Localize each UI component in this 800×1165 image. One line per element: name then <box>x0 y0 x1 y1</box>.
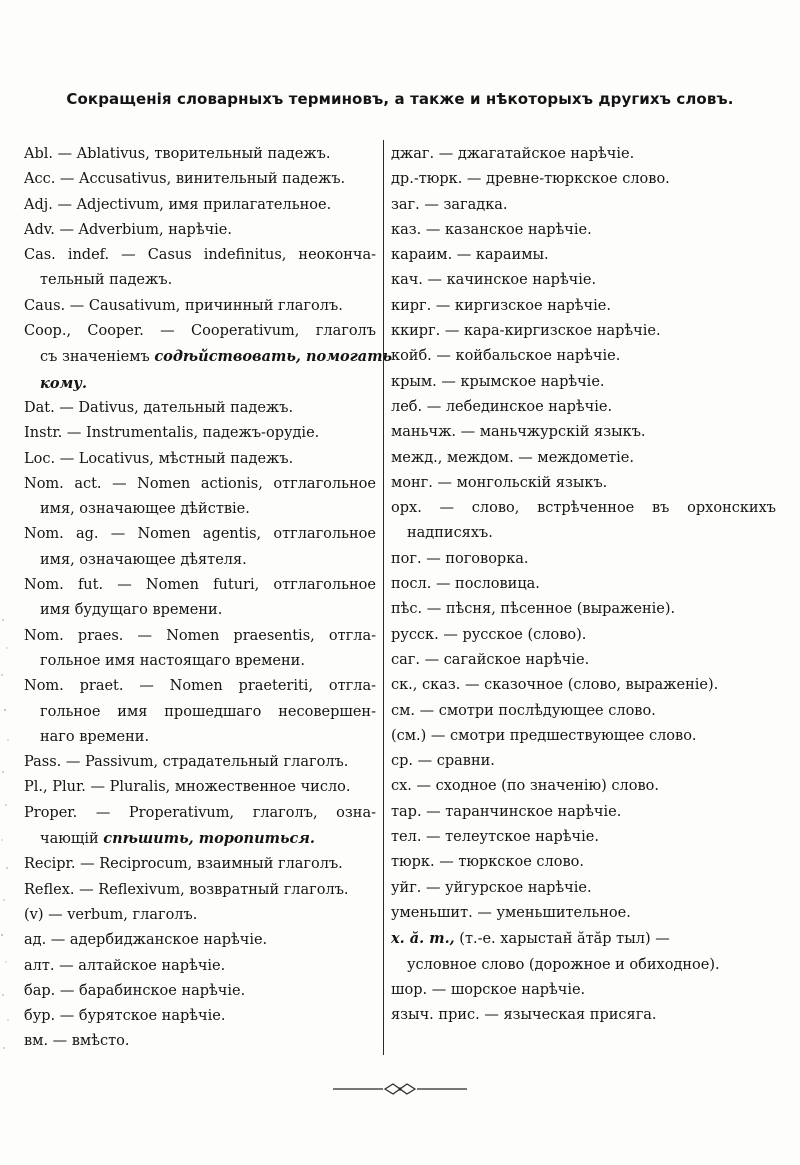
entry-line: Nom. ag. — Nomen agentis, отглагольное <box>24 526 376 543</box>
entry-alt <box>24 954 376 979</box>
ornament-divider <box>325 1081 475 1097</box>
entry-line: тельный падежъ. <box>40 272 173 289</box>
entry-line: см. — смотри послѣдующее слово. <box>391 702 656 719</box>
entry-line: надписяхъ. <box>407 525 493 542</box>
entry-line: уйг. — уйгурское нарѣчіе. <box>391 879 592 896</box>
entry-line: тюрк. — тюркское слово. <box>391 854 584 871</box>
entry-nom-fut <box>24 573 376 624</box>
entry-manchzh <box>391 420 776 445</box>
entry-text: (т.-е. харыстан̆ ӑтӑр тыл) — <box>454 931 670 948</box>
entry-vm <box>24 1029 376 1054</box>
entry-abl <box>24 142 376 167</box>
entry-line: Coop., Cooper. — Cooperativum, глаголъ <box>24 323 376 340</box>
entry-mezhd <box>391 446 776 471</box>
entry-shor <box>391 978 776 1003</box>
entry-line: вм. — вмѣсто. <box>24 1033 130 1050</box>
entry-reflex <box>24 878 376 903</box>
entry-krym <box>391 370 776 395</box>
entry-plur <box>24 775 376 800</box>
entry-kirg <box>391 294 776 319</box>
entry-line: ср. — сравни. <box>391 753 495 770</box>
entry-line: саг. — сагайское нарѣчіе. <box>391 651 590 668</box>
entry-nom-praet <box>24 674 376 750</box>
entry-koib <box>391 344 776 369</box>
entry-adv <box>24 218 376 243</box>
entry-line: русск. — русское (слово). <box>391 626 587 643</box>
entry-line: межд., междом. — междометіе. <box>391 449 634 466</box>
entry-pes <box>391 597 776 622</box>
entry-russk <box>391 623 776 648</box>
entry-line: караим. — караимы. <box>391 247 549 264</box>
entry-line: посл. — пословица. <box>391 576 540 593</box>
entry-acc <box>24 167 376 192</box>
entry-line: Reflex. — Reflexivum, возвратный глаголъ. <box>24 881 349 898</box>
entry-instr <box>24 421 376 446</box>
entry-line: (v) — verbum, глаголъ. <box>24 906 198 923</box>
entry-line: наго времени. <box>40 728 150 745</box>
entry-tel <box>391 825 776 850</box>
entry-dr-tyurk <box>391 167 776 192</box>
entry-line: ад. — адербиджанское нарѣчіе. <box>24 932 268 949</box>
entry-karaim <box>391 243 776 268</box>
column-divider <box>383 140 384 1055</box>
entry-line: джаг. — джагатайское нарѣчіе. <box>391 146 635 162</box>
entry-sm-prev <box>391 724 776 749</box>
entry-italic-text: спѣшить, торопиться. <box>103 830 315 848</box>
right-column <box>391 142 776 1028</box>
entry-line: крым. — крымское нарѣчіе. <box>391 373 605 390</box>
entry-line <box>24 344 393 370</box>
entry-line: имя, означающее дѣйствіе. <box>40 501 250 518</box>
entry-recipr <box>24 852 376 877</box>
entry-line: каз. — казанское нарѣчіе. <box>391 221 592 238</box>
entry-posl <box>391 572 776 597</box>
entry-sm <box>391 699 776 724</box>
entry-line: пог. — поговорка. <box>391 550 529 567</box>
entry-line: др.-тюрк. — древне-тюркское слово. <box>391 171 670 188</box>
entry-line: Recipr. — Reciprocum, взаимный глаголъ. <box>24 856 343 873</box>
entry-line: Pl., Plur. — Pluralis, множественное число. <box>24 779 351 796</box>
entry-kh-a-t <box>391 926 776 978</box>
entry-leb <box>391 395 776 420</box>
entry-line: языч. прис. — языческая присяга. <box>391 1007 657 1024</box>
left-column <box>24 142 393 1055</box>
entry-tyurk <box>391 850 776 875</box>
entry-line: (см.) — смотри предшествующее слово. <box>391 727 697 744</box>
entry-dzhag <box>391 142 776 167</box>
entry-skh <box>391 774 776 799</box>
entry-line: условное слово (дорожное и обиходное). <box>407 956 720 973</box>
entry-line: Dat. — Dativus, дательный падежъ. <box>24 399 294 416</box>
entry-line: Acc. — Accusativus, винительный падежъ. <box>24 171 346 188</box>
entry-line: гольное имя настоящаго времени. <box>40 652 305 669</box>
entry-line: кому. <box>40 374 87 392</box>
entry-cas-indef <box>24 243 376 294</box>
entry-line: Cas. indef. — Casus indefinitus, неоконча- <box>24 247 376 264</box>
entry-line: Nom. praet. — Nomen praeteriti, отгла- <box>24 678 376 695</box>
entry-line: Proper. — Properativum, глаголъ, озна- <box>24 804 376 821</box>
entry-line <box>391 926 776 952</box>
entry-line: Nom. praes. — Nomen praesentis, отгла- <box>24 627 376 644</box>
entry-bar <box>24 979 376 1004</box>
entry-line: шор. — шорское нарѣчіе. <box>391 981 586 998</box>
entry-line: пѣс. — пѣсня, пѣсенное (выраженіе). <box>391 601 676 618</box>
entry-italic-text: х. ӑ. т., <box>391 930 455 948</box>
entry-uig <box>391 876 776 901</box>
entry-line: бур. — бурятское нарѣчіе. <box>24 1008 226 1025</box>
entry-line: тел. — телеутское нарѣчіе. <box>391 829 599 846</box>
entry-text: съ значеніемъ <box>40 349 155 366</box>
entry-caus <box>24 294 376 319</box>
entry-line: Loc. — Locativus, мѣстный падежъ. <box>24 450 294 467</box>
entry-text: чающій <box>40 831 104 848</box>
entry-line: койб. — койбальское нарѣчіе. <box>391 348 621 365</box>
entry-line: кирг. — киргизское нарѣчіе. <box>391 297 611 314</box>
entry-nom-praes <box>24 624 376 675</box>
entry-italic-text: содѣйствовать, помогать <box>154 348 393 366</box>
entry-yazych <box>391 1003 776 1028</box>
entry-line: Pass. — Passivum, страдательный глаголъ. <box>24 754 349 771</box>
entry-line <box>24 826 376 852</box>
entry-line: гольное имя прошедшаго несовершен- <box>40 703 376 720</box>
entry-pass <box>24 750 376 775</box>
page-title: Сокращенія словарныхъ терминовъ, а также и нѣкоторыхъ другихъ словъ. <box>66 90 734 108</box>
entry-sag <box>391 648 776 673</box>
entry-line: Nom. act. — Nomen actionis, отглагольное <box>24 475 376 492</box>
entry-line: Caus. — Causativum, причинный глаголъ. <box>24 297 343 314</box>
entry-nom-ag <box>24 522 376 573</box>
entry-line: бар. — барабинское нарѣчіе. <box>24 982 246 999</box>
entry-line: леб. — лебединское нарѣчіе. <box>391 398 613 415</box>
entry-skaz <box>391 673 776 698</box>
entry-orkh <box>391 496 776 547</box>
entry-line: орх. — слово, встрѣченное въ орхонскихъ <box>391 500 776 517</box>
entry-line: кач. — качинское нарѣчіе. <box>391 272 597 289</box>
entry-sr <box>391 749 776 774</box>
entry-nom-act <box>24 472 376 523</box>
entry-proper <box>24 801 376 853</box>
entry-line: уменьшит. — уменьшительное. <box>391 904 631 921</box>
entry-adj <box>24 193 376 218</box>
entry-coop <box>24 319 393 396</box>
entry-kach <box>391 268 776 293</box>
entry-line: сх. — сходное (по значенію) слово. <box>391 778 659 795</box>
entry-line: Nom. fut. — Nomen futuri, отглагольное <box>24 577 376 594</box>
entry-line: алт. — алтайское нарѣчіе. <box>24 957 226 974</box>
entry-verbum <box>24 903 376 928</box>
scan-edge-noise <box>0 600 12 1060</box>
entry-line: маньчж. — маньчжурскій языкъ. <box>391 424 646 441</box>
entry-line: имя, означающее дѣятеля. <box>40 551 247 568</box>
entry-bur <box>24 1004 376 1029</box>
entry-line: Instr. — Instrumentalis, падежъ-орудіе. <box>24 425 320 442</box>
entry-loc <box>24 447 376 472</box>
entry-mong <box>391 471 776 496</box>
entry-kkirg <box>391 319 776 344</box>
entry-zag <box>391 193 776 218</box>
entry-line: монг. — монгольскій языкъ. <box>391 474 608 491</box>
entry-line: имя будущаго времени. <box>40 602 223 619</box>
entry-line: ккирг. — кара-киргизское нарѣчіе. <box>391 323 661 340</box>
entry-tar <box>391 800 776 825</box>
entry-kaz <box>391 218 776 243</box>
entry-line: Adj. — Adjectivum, имя прилагательное. <box>24 196 332 213</box>
entry-dat <box>24 396 376 421</box>
entry-ad <box>24 928 376 953</box>
entry-umenshit <box>391 901 776 926</box>
entry-line: Abl. — Ablativus, творительный падежъ. <box>24 146 331 162</box>
entry-line: Adv. — Adverbium, нарѣчіе. <box>24 221 232 238</box>
entry-line: тар. — таранчинское нарѣчіе. <box>391 803 622 820</box>
entry-line: заг. — загадка. <box>391 196 508 213</box>
entry-pog <box>391 547 776 572</box>
entry-line: ск., сказ. — сказочное (слово, выраженіе). <box>391 677 719 694</box>
